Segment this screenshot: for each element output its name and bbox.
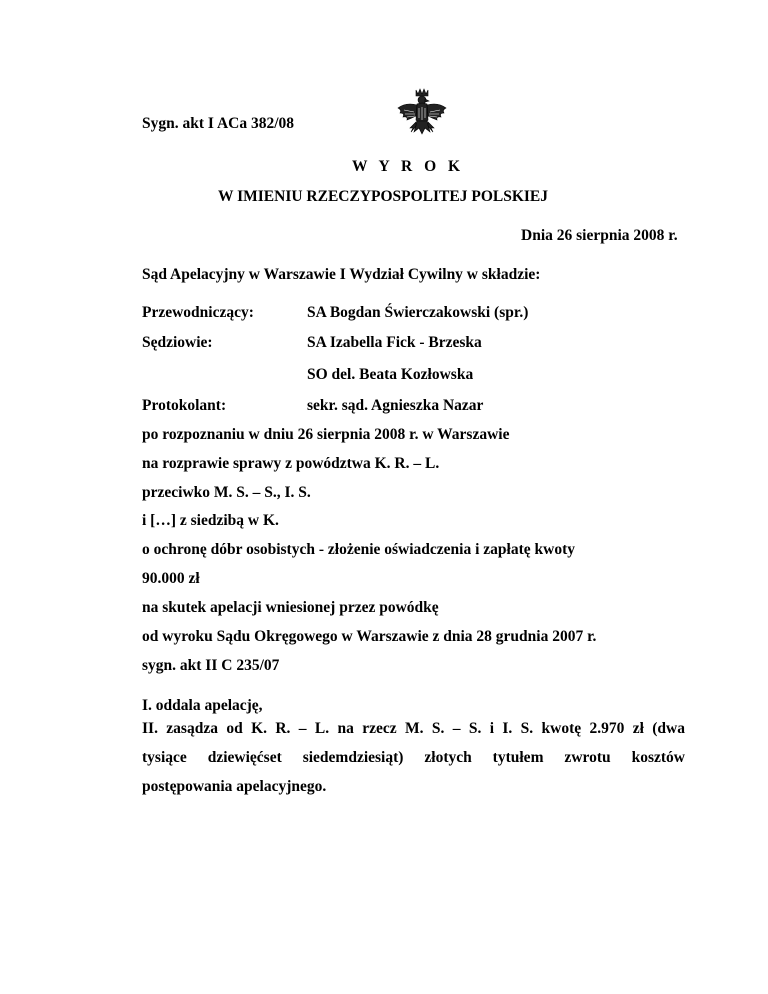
body-line: 90.000 zł	[142, 570, 200, 587]
court-composition-intro: Sąd Apelacyjny w Warszawie I Wydział Cywilny w składzie:	[142, 266, 541, 283]
judge-1: SA Izabella Fick - Brzeska	[307, 334, 482, 351]
ruling-point-2-line-2: tysiące dziewięćset siedemdziesiąt) złotych tytułem zwrotu kosztów	[142, 749, 685, 766]
document-subtitle: W IMIENIU RZECZYPOSPOLITEJ POLSKIEJ	[218, 188, 549, 205]
case-number: Sygn. akt I ACa 382/08	[142, 115, 295, 132]
body-line: po rozpoznaniu w dniu 26 sierpnia 2008 r. w Warszawie	[142, 426, 510, 443]
body-line: na skutek apelacji wniesionej przez powódkę	[142, 599, 439, 616]
body-line: na rozprawie sprawy z powództwa K. R. – L.	[142, 455, 440, 472]
presiding-judge: SA Bogdan Świerczakowski (spr.)	[307, 304, 529, 321]
ruling-point-2-line-3: postępowania apelacyjnego.	[142, 778, 327, 795]
body-line: przeciwko M. S. – S., I. S.	[142, 484, 311, 501]
presiding-label: Przewodniczący:	[142, 304, 254, 321]
judge-2: SO del. Beata Kozłowska	[307, 366, 474, 383]
clerk-name: sekr. sąd. Agnieszka Nazar	[307, 397, 484, 414]
judges-label: Sędziowie:	[142, 334, 213, 351]
body-line: sygn. akt II C 235/07	[142, 657, 280, 674]
body-line: o ochronę dóbr osobistych - złożenie oświadczenia i zapłatę kwoty	[142, 541, 575, 558]
clerk-label: Protokolant:	[142, 397, 227, 414]
body-line: od wyroku Sądu Okręgowego w Warszawie z dnia 28 grudnia 2007 r.	[142, 628, 597, 645]
judgment-date: Dnia 26 sierpnia 2008 r.	[521, 227, 678, 244]
document-title: W Y R O K	[352, 158, 465, 175]
ruling-point-2-line-1: II. zasądza od K. R. – L. na rzecz M. S. – S. i I. S. kwotę 2.970 zł (dwa	[142, 720, 685, 737]
body-line: i […] z siedzibą w K.	[142, 512, 279, 529]
ruling-point-1: I. oddala apelację,	[142, 697, 263, 714]
polish-eagle-emblem-icon	[392, 86, 452, 146]
